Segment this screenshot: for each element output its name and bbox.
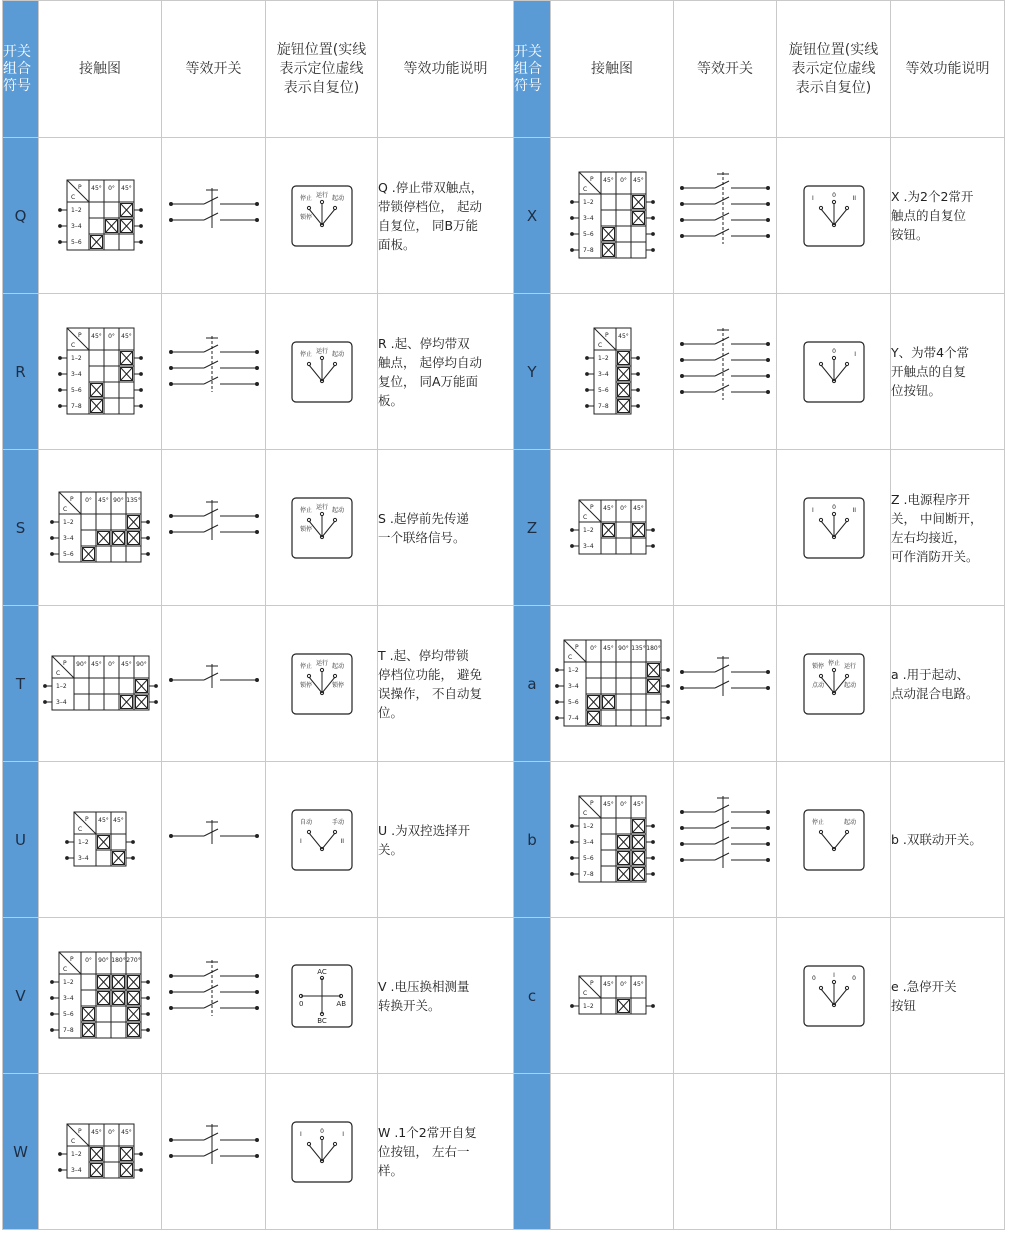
knob-position-cell bbox=[266, 450, 378, 606]
switch-symbol: V bbox=[3, 918, 39, 1074]
contact-diagram bbox=[42, 652, 159, 716]
contact-diagram-cell bbox=[39, 918, 162, 1074]
svg-text:P: P bbox=[77, 183, 82, 191]
switch-combination-table bbox=[2, 0, 1005, 1230]
function-description: a .用于起动、 点动混合电路。 bbox=[891, 606, 1005, 762]
header-contact: 接触图 bbox=[39, 1, 162, 138]
equivalent-switch-cell bbox=[674, 450, 777, 606]
knob-position-cell bbox=[266, 606, 378, 762]
table-row bbox=[3, 294, 1005, 450]
svg-text:AC: AC bbox=[316, 967, 327, 976]
function-description: X .为2个2常开 触点的自复位 铵钮。 bbox=[891, 138, 1005, 294]
svg-text:运行: 运行 bbox=[315, 347, 328, 355]
svg-text:45°: 45° bbox=[602, 176, 614, 184]
svg-text:45°: 45° bbox=[98, 816, 109, 824]
svg-text:3–4: 3–4 bbox=[582, 542, 594, 550]
equivalent-switch-cell bbox=[162, 606, 266, 762]
svg-text:I: I bbox=[299, 1130, 302, 1138]
svg-text:3–4: 3–4 bbox=[567, 682, 579, 690]
svg-text:P: P bbox=[604, 331, 609, 339]
svg-text:3–4: 3–4 bbox=[55, 698, 67, 706]
svg-text:45°: 45° bbox=[90, 332, 102, 340]
knob-position bbox=[291, 964, 353, 1028]
table-row bbox=[3, 138, 1005, 294]
function-description: R .起、停均带双 触点， 起停均自动 复位， 同A万能面 板。 bbox=[378, 294, 514, 450]
svg-text:II: II bbox=[851, 194, 856, 202]
svg-text:1–2: 1–2 bbox=[597, 354, 609, 362]
header-func: 等效功能说明 bbox=[891, 1, 1005, 138]
switch-symbol: c bbox=[514, 918, 551, 1074]
contact-diagram-cell bbox=[551, 606, 674, 762]
svg-text:0°: 0° bbox=[619, 800, 627, 808]
equivalent-switch bbox=[166, 328, 262, 416]
svg-text:P: P bbox=[85, 815, 89, 823]
header-equiv: 等效开关 bbox=[674, 1, 777, 138]
svg-text:0°: 0° bbox=[107, 660, 115, 668]
header-equiv: 等效开关 bbox=[162, 1, 266, 138]
svg-text:45°: 45° bbox=[98, 496, 109, 504]
equivalent-switch-cell bbox=[162, 294, 266, 450]
svg-text:C: C bbox=[78, 825, 83, 833]
svg-text:3–4: 3–4 bbox=[63, 534, 74, 542]
svg-text:C: C bbox=[70, 1137, 75, 1145]
svg-text:起动: 起动 bbox=[331, 506, 344, 514]
contact-diagram-cell bbox=[39, 762, 162, 918]
svg-text:1–2: 1–2 bbox=[63, 518, 74, 526]
switch-symbol: Z bbox=[514, 450, 551, 606]
svg-text:运行: 运行 bbox=[843, 662, 856, 670]
knob-position bbox=[291, 185, 353, 247]
svg-text:运行: 运行 bbox=[315, 503, 328, 511]
svg-text:C: C bbox=[567, 653, 572, 661]
knob-position bbox=[803, 497, 865, 559]
svg-text:I: I bbox=[853, 350, 856, 358]
equivalent-switch-cell bbox=[162, 450, 266, 606]
function-description: T .起、停均带锁 停档位功能， 避免 误操作， 不自动复 位。 bbox=[378, 606, 514, 762]
svg-text:3–4: 3–4 bbox=[582, 838, 594, 846]
function-description: S .起停前先传递 一个联络信号。 bbox=[378, 450, 514, 606]
equivalent-switch bbox=[166, 180, 262, 252]
svg-text:45°: 45° bbox=[90, 660, 102, 668]
svg-text:P: P bbox=[62, 659, 67, 667]
svg-text:0°: 0° bbox=[619, 504, 627, 512]
switch-symbol: a bbox=[514, 606, 551, 762]
knob-position-cell bbox=[777, 762, 891, 918]
svg-text:5–6: 5–6 bbox=[70, 238, 82, 246]
svg-text:0: 0 bbox=[831, 191, 836, 199]
svg-text:I: I bbox=[811, 194, 814, 202]
svg-text:I: I bbox=[811, 506, 814, 514]
svg-text:C: C bbox=[55, 669, 60, 677]
svg-text:锁停: 锁停 bbox=[331, 681, 344, 689]
svg-text:90°: 90° bbox=[75, 660, 87, 668]
svg-text:135°: 135° bbox=[630, 644, 646, 652]
contact-diagram bbox=[569, 972, 656, 1020]
svg-text:180°: 180° bbox=[111, 956, 126, 964]
svg-text:3–4: 3–4 bbox=[597, 370, 609, 378]
svg-text:BC: BC bbox=[316, 1016, 327, 1025]
svg-text:7–8: 7–8 bbox=[582, 870, 594, 878]
svg-text:P: P bbox=[589, 799, 594, 807]
svg-text:P: P bbox=[70, 495, 74, 503]
svg-text:C: C bbox=[582, 513, 587, 521]
svg-text:C: C bbox=[63, 965, 68, 973]
svg-text:45°: 45° bbox=[120, 332, 132, 340]
svg-text:45°: 45° bbox=[90, 1128, 102, 1136]
knob-position bbox=[291, 809, 353, 871]
switch-symbol: X bbox=[514, 138, 551, 294]
svg-text:起动: 起动 bbox=[331, 350, 344, 358]
svg-text:45°: 45° bbox=[120, 660, 132, 668]
table-row bbox=[3, 450, 1005, 606]
svg-text:P: P bbox=[589, 979, 594, 987]
contact-diagram-cell bbox=[39, 450, 162, 606]
equivalent-switch-cell bbox=[674, 294, 777, 450]
svg-text:0: 0 bbox=[319, 1127, 324, 1135]
knob-position bbox=[291, 341, 353, 403]
svg-text:3–4: 3–4 bbox=[63, 994, 74, 1002]
contact-diagram-cell bbox=[551, 762, 674, 918]
knob-position-cell bbox=[777, 294, 891, 450]
svg-text:3–4: 3–4 bbox=[582, 214, 594, 222]
svg-text:5–6: 5–6 bbox=[582, 230, 594, 238]
knob-position bbox=[803, 809, 865, 871]
knob-position-cell bbox=[777, 918, 891, 1074]
svg-text:I: I bbox=[832, 971, 835, 979]
contact-diagram-cell bbox=[551, 1074, 674, 1230]
knob-position-cell bbox=[266, 762, 378, 918]
contact-diagram bbox=[584, 324, 641, 420]
svg-text:45°: 45° bbox=[617, 332, 629, 340]
svg-text:停止: 停止 bbox=[299, 350, 312, 358]
switch-symbol bbox=[514, 1074, 551, 1230]
svg-text:0: 0 bbox=[298, 999, 303, 1008]
equivalent-switch-cell bbox=[162, 762, 266, 918]
svg-text:I: I bbox=[299, 837, 302, 845]
svg-text:0: 0 bbox=[831, 347, 836, 355]
svg-text:7–8: 7–8 bbox=[70, 402, 82, 410]
equivalent-switch bbox=[166, 1116, 262, 1188]
svg-text:锁停: 锁停 bbox=[299, 525, 312, 533]
equivalent-switch bbox=[166, 812, 262, 868]
svg-text:90°: 90° bbox=[617, 644, 629, 652]
svg-text:P: P bbox=[70, 955, 74, 963]
svg-text:135°: 135° bbox=[126, 496, 141, 504]
knob-position-cell bbox=[266, 918, 378, 1074]
svg-text:P: P bbox=[589, 175, 594, 183]
svg-text:停止: 停止 bbox=[299, 662, 312, 670]
contact-diagram-cell bbox=[551, 918, 674, 1074]
svg-text:1–2: 1–2 bbox=[567, 666, 579, 674]
equivalent-switch-cell bbox=[162, 918, 266, 1074]
svg-text:1–2: 1–2 bbox=[70, 354, 82, 362]
svg-text:3–4: 3–4 bbox=[70, 222, 82, 230]
equivalent-switch bbox=[677, 788, 773, 892]
svg-text:0°: 0° bbox=[589, 644, 597, 652]
svg-text:270°: 270° bbox=[126, 956, 141, 964]
header-knob: 旋钮位置(实线 表示定位虚线 表示自复位) bbox=[777, 1, 891, 138]
svg-text:3–4: 3–4 bbox=[70, 370, 82, 378]
switch-symbol: W bbox=[3, 1074, 39, 1230]
header-func: 等效功能说明 bbox=[378, 1, 514, 138]
switch-symbol: R bbox=[3, 294, 39, 450]
header-contact: 接触图 bbox=[551, 1, 674, 138]
contact-diagram bbox=[57, 176, 144, 256]
svg-text:1–2: 1–2 bbox=[78, 838, 89, 846]
svg-text:7–8: 7–8 bbox=[63, 1026, 74, 1034]
contact-diagram bbox=[49, 948, 151, 1044]
equivalent-switch-cell bbox=[674, 1074, 777, 1230]
svg-text:起动: 起动 bbox=[843, 818, 856, 826]
svg-text:180°: 180° bbox=[645, 644, 661, 652]
knob-position-cell bbox=[777, 138, 891, 294]
svg-text:45°: 45° bbox=[90, 184, 102, 192]
header-knob: 旋钮位置(实线 表示定位虚线 表示自复位) bbox=[266, 1, 378, 138]
svg-text:1–2: 1–2 bbox=[582, 198, 594, 206]
header-symbol: 开关 组合 符号 bbox=[3, 1, 39, 138]
contact-diagram bbox=[569, 496, 656, 560]
svg-text:45°: 45° bbox=[632, 800, 644, 808]
svg-text:1–2: 1–2 bbox=[63, 978, 74, 986]
svg-text:45°: 45° bbox=[602, 504, 614, 512]
svg-text:45°: 45° bbox=[632, 980, 644, 988]
svg-text:0°: 0° bbox=[107, 332, 115, 340]
svg-text:P: P bbox=[589, 503, 594, 511]
svg-text:点动: 点动 bbox=[811, 681, 824, 689]
svg-text:45°: 45° bbox=[602, 980, 614, 988]
svg-text:0: 0 bbox=[831, 503, 836, 511]
svg-text:0°: 0° bbox=[619, 980, 627, 988]
svg-text:7–4: 7–4 bbox=[567, 714, 579, 722]
svg-text:45°: 45° bbox=[602, 644, 614, 652]
switch-symbol: b bbox=[514, 762, 551, 918]
knob-position-cell bbox=[777, 1074, 891, 1230]
contact-diagram-cell bbox=[551, 450, 674, 606]
svg-text:45°: 45° bbox=[120, 1128, 132, 1136]
contact-diagram-cell bbox=[551, 294, 674, 450]
function-description: Y、为带4个常 开触点的自复 位按钮。 bbox=[891, 294, 1005, 450]
svg-text:5–6: 5–6 bbox=[63, 550, 74, 558]
equivalent-switch-cell bbox=[674, 918, 777, 1074]
svg-text:AB: AB bbox=[335, 999, 346, 1008]
svg-text:起动: 起动 bbox=[843, 681, 856, 689]
knob-position bbox=[803, 185, 865, 247]
svg-text:3–4: 3–4 bbox=[70, 1166, 82, 1174]
contact-diagram bbox=[554, 636, 671, 732]
svg-text:7–8: 7–8 bbox=[582, 246, 594, 254]
svg-text:C: C bbox=[597, 341, 602, 349]
knob-position bbox=[803, 341, 865, 403]
svg-text:I: I bbox=[341, 1130, 344, 1138]
equivalent-switch-cell bbox=[162, 138, 266, 294]
svg-text:锁停: 锁停 bbox=[811, 662, 824, 670]
svg-text:停止: 停止 bbox=[299, 194, 312, 202]
svg-text:P: P bbox=[574, 643, 579, 651]
svg-text:1–2: 1–2 bbox=[582, 526, 594, 534]
svg-text:P: P bbox=[77, 1127, 82, 1135]
svg-text:手动: 手动 bbox=[331, 818, 344, 826]
svg-text:锁停: 锁停 bbox=[299, 213, 312, 221]
function-description: Z .电源程序开 关， 中间断开， 左右均接近， 可作消防开关。 bbox=[891, 450, 1005, 606]
svg-text:90°: 90° bbox=[113, 496, 124, 504]
header-symbol: 开关 组合 符号 bbox=[514, 1, 551, 138]
equivalent-switch-cell bbox=[674, 606, 777, 762]
svg-text:45°: 45° bbox=[602, 800, 614, 808]
equivalent-switch bbox=[677, 164, 773, 268]
svg-text:0°: 0° bbox=[619, 176, 627, 184]
equivalent-switch bbox=[166, 492, 262, 564]
knob-position-cell bbox=[266, 138, 378, 294]
knob-position-cell bbox=[777, 606, 891, 762]
svg-text:运行: 运行 bbox=[315, 191, 328, 199]
table-row bbox=[3, 1074, 1005, 1230]
svg-text:II: II bbox=[339, 837, 344, 845]
svg-text:45°: 45° bbox=[632, 176, 644, 184]
svg-text:0°: 0° bbox=[107, 184, 115, 192]
knob-position-cell bbox=[266, 1074, 378, 1230]
function-description: U .为双控选择开 关。 bbox=[378, 762, 514, 918]
svg-text:0°: 0° bbox=[107, 1128, 115, 1136]
svg-text:C: C bbox=[70, 341, 75, 349]
svg-text:5–6: 5–6 bbox=[70, 386, 82, 394]
contact-diagram-cell bbox=[551, 138, 674, 294]
equivalent-switch bbox=[677, 320, 773, 424]
svg-text:1–2: 1–2 bbox=[55, 682, 67, 690]
svg-text:3–4: 3–4 bbox=[78, 854, 89, 862]
equivalent-switch bbox=[166, 656, 262, 712]
contact-diagram bbox=[64, 808, 136, 872]
svg-text:1–2: 1–2 bbox=[582, 822, 594, 830]
svg-text:停止: 停止 bbox=[299, 506, 312, 514]
contact-diagram-cell bbox=[39, 1074, 162, 1230]
svg-text:C: C bbox=[63, 505, 68, 513]
svg-text:0: 0 bbox=[811, 974, 816, 982]
function-description bbox=[891, 1074, 1005, 1230]
svg-text:5–6: 5–6 bbox=[597, 386, 609, 394]
svg-text:起动: 起动 bbox=[331, 662, 344, 670]
contact-diagram bbox=[57, 1120, 144, 1184]
svg-text:1–2: 1–2 bbox=[582, 1002, 594, 1010]
svg-text:II: II bbox=[851, 506, 856, 514]
svg-text:90°: 90° bbox=[135, 660, 147, 668]
svg-text:1–2: 1–2 bbox=[70, 206, 82, 214]
svg-text:1–2: 1–2 bbox=[70, 1150, 82, 1158]
contact-diagram bbox=[49, 488, 151, 568]
equivalent-switch-cell bbox=[674, 762, 777, 918]
switch-symbol: Q bbox=[3, 138, 39, 294]
knob-position-cell bbox=[777, 450, 891, 606]
equivalent-switch bbox=[677, 648, 773, 720]
svg-text:45°: 45° bbox=[632, 504, 644, 512]
switch-symbol: S bbox=[3, 450, 39, 606]
svg-text:起动: 起动 bbox=[331, 194, 344, 202]
knob-position bbox=[291, 653, 353, 715]
svg-text:0°: 0° bbox=[85, 956, 92, 964]
svg-text:C: C bbox=[70, 193, 75, 201]
svg-text:C: C bbox=[582, 185, 587, 193]
function-description: Q .停止带双触点， 带锁停档位， 起动 自复位， 同B万能 面板。 bbox=[378, 138, 514, 294]
svg-text:7–8: 7–8 bbox=[597, 402, 609, 410]
knob-position bbox=[291, 497, 353, 559]
knob-position bbox=[803, 965, 865, 1027]
contact-diagram bbox=[57, 324, 144, 420]
contact-diagram-cell bbox=[39, 294, 162, 450]
svg-text:45°: 45° bbox=[120, 184, 132, 192]
svg-text:0: 0 bbox=[851, 974, 856, 982]
svg-text:P: P bbox=[77, 331, 82, 339]
table-row bbox=[3, 762, 1005, 918]
equivalent-switch bbox=[166, 952, 262, 1040]
switch-symbol: Y bbox=[514, 294, 551, 450]
svg-text:停止: 停止 bbox=[811, 818, 824, 826]
knob-position-cell bbox=[266, 294, 378, 450]
svg-text:C: C bbox=[582, 989, 587, 997]
svg-text:运行: 运行 bbox=[315, 659, 328, 667]
svg-text:自动: 自动 bbox=[299, 818, 312, 826]
svg-text:C: C bbox=[582, 809, 587, 817]
svg-text:5–6: 5–6 bbox=[582, 854, 594, 862]
svg-text:5–6: 5–6 bbox=[63, 1010, 74, 1018]
table-row bbox=[3, 918, 1005, 1074]
knob-position bbox=[291, 1121, 353, 1183]
contact-diagram bbox=[569, 792, 656, 888]
switch-symbol: U bbox=[3, 762, 39, 918]
equivalent-switch-cell bbox=[162, 1074, 266, 1230]
switch-symbol: T bbox=[3, 606, 39, 762]
knob-position bbox=[803, 653, 865, 715]
function-description: e .急停开关 按钮 bbox=[891, 918, 1005, 1074]
svg-text:5–6: 5–6 bbox=[567, 698, 579, 706]
function-description: W .1个2常开自复 位按钮， 左右一 样。 bbox=[378, 1074, 514, 1230]
contact-diagram bbox=[569, 168, 656, 264]
svg-text:停止: 停止 bbox=[827, 659, 840, 667]
table-row bbox=[3, 606, 1005, 762]
svg-text:90°: 90° bbox=[98, 956, 109, 964]
contact-diagram-cell bbox=[39, 606, 162, 762]
function-description: V .电压换相测量 转换开关。 bbox=[378, 918, 514, 1074]
svg-text:锁停: 锁停 bbox=[299, 681, 312, 689]
equivalent-switch-cell bbox=[674, 138, 777, 294]
svg-text:45°: 45° bbox=[113, 816, 124, 824]
contact-diagram-cell bbox=[39, 138, 162, 294]
svg-text:0°: 0° bbox=[85, 496, 92, 504]
function-description: b .双联动开关。 bbox=[891, 762, 1005, 918]
